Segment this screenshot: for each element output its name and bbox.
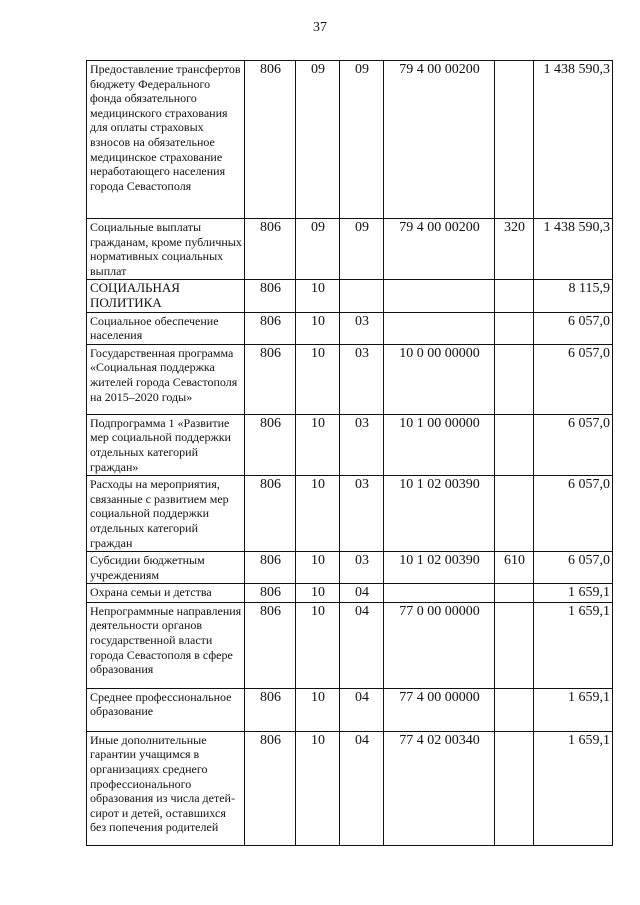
section-code: 10: [296, 731, 340, 845]
table-row: [87, 552, 613, 584]
ministry-code: 806: [245, 280, 296, 312]
table-row: [87, 414, 613, 475]
section-code: 10: [296, 688, 340, 731]
section-code: 10: [296, 344, 340, 414]
subsection-code: 04: [340, 731, 384, 845]
row-name: Предоставление трансфертов бюджету Федерального фонда обязательного медицинского страхования для оплаты страховых взносов на обязательное медицинское страхование неработающего населения города Севастополя: [87, 61, 245, 219]
table-row: [87, 731, 613, 845]
ministry-code: 806: [245, 344, 296, 414]
row-name: Непрограммные направления деятельности органов государственной власти города Севастополя в сфере образования: [87, 602, 245, 688]
ministry-code: 806: [245, 61, 296, 219]
subsection-code: 04: [340, 584, 384, 603]
target-code: 79 4 00 00200: [384, 61, 495, 219]
row-name: Охрана семьи и детства: [87, 584, 245, 603]
row-name: Социальные выплаты гражданам, кроме публичных нормативных социальных выплат: [87, 219, 245, 280]
section-code: 09: [296, 219, 340, 280]
ministry-code: 806: [245, 584, 296, 603]
subsection-code: 03: [340, 476, 384, 552]
ministry-code: 806: [245, 731, 296, 845]
amount: 1 438 590,3: [534, 61, 613, 219]
amount: 6 057,0: [534, 476, 613, 552]
table-row: [87, 602, 613, 688]
amount: 1 659,1: [534, 584, 613, 603]
section-code: 10: [296, 312, 340, 344]
amount: 6 057,0: [534, 344, 613, 414]
expense-type-code: [495, 280, 534, 312]
ministry-code: 806: [245, 552, 296, 584]
subsection-code: 03: [340, 312, 384, 344]
target-code: 10 1 02 00390: [384, 552, 495, 584]
section-code: 10: [296, 280, 340, 312]
row-name: Субсидии бюджетным учреждениям: [87, 552, 245, 584]
section-code: 10: [296, 584, 340, 603]
section-code: 10: [296, 414, 340, 475]
amount: 6 057,0: [534, 414, 613, 475]
ministry-code: 806: [245, 602, 296, 688]
target-code: [384, 584, 495, 603]
subsection-code: 09: [340, 219, 384, 280]
table-row: [87, 312, 613, 344]
row-name: Расходы на мероприятия, связанные с развитием мер социальной поддержки отдельных категорий граждан: [87, 476, 245, 552]
ministry-code: 806: [245, 219, 296, 280]
expense-type-code: 610: [495, 552, 534, 584]
table-row: [87, 280, 613, 312]
amount: 8 115,9: [534, 280, 613, 312]
expense-type-code: [495, 61, 534, 219]
row-name: Среднее профессиональное образование: [87, 688, 245, 731]
target-code: 10 0 00 00000: [384, 344, 495, 414]
amount: 1 438 590,3: [534, 219, 613, 280]
ministry-code: 806: [245, 414, 296, 475]
table-row: [87, 688, 613, 731]
expense-type-code: [495, 476, 534, 552]
target-code: [384, 312, 495, 344]
section-code: 10: [296, 552, 340, 584]
amount: 6 057,0: [534, 312, 613, 344]
target-code: [384, 280, 495, 312]
target-code: 77 4 00 00000: [384, 688, 495, 731]
budget-table: [86, 60, 613, 846]
section-code: 10: [296, 602, 340, 688]
expense-type-code: [495, 731, 534, 845]
page-number: 37: [313, 20, 327, 35]
target-code: 10 1 02 00390: [384, 476, 495, 552]
amount: 1 659,1: [534, 731, 613, 845]
subsection-code: 04: [340, 688, 384, 731]
row-name: Государственная программа «Социальная поддержка жителей города Севастополя на 2015–2020 годы»: [87, 344, 245, 414]
table-row: [87, 584, 613, 603]
target-code: 77 4 02 00340: [384, 731, 495, 845]
section-code: 09: [296, 61, 340, 219]
amount: 1 659,1: [534, 602, 613, 688]
target-code: 10 1 00 00000: [384, 414, 495, 475]
table-row: [87, 344, 613, 414]
amount: 6 057,0: [534, 552, 613, 584]
target-code: 77 0 00 00000: [384, 602, 495, 688]
subsection-code: 03: [340, 414, 384, 475]
expense-type-code: [495, 602, 534, 688]
row-name: Подпрограмма 1 «Развитие мер социальной поддержки отдельных категорий граждан»: [87, 414, 245, 475]
expense-type-code: 320: [495, 219, 534, 280]
section-code: 10: [296, 476, 340, 552]
expense-type-code: [495, 584, 534, 603]
ministry-code: 806: [245, 476, 296, 552]
ministry-code: 806: [245, 312, 296, 344]
subsection-code: 09: [340, 61, 384, 219]
expense-type-code: [495, 344, 534, 414]
subsection-code: 03: [340, 552, 384, 584]
table-row: [87, 61, 613, 219]
subsection-code: 03: [340, 344, 384, 414]
subsection-code: [340, 280, 384, 312]
expense-type-code: [495, 312, 534, 344]
row-name: Социальное обеспечение населения: [87, 312, 245, 344]
amount: 1 659,1: [534, 688, 613, 731]
expense-type-code: [495, 688, 534, 731]
subsection-code: 04: [340, 602, 384, 688]
target-code: 79 4 00 00200: [384, 219, 495, 280]
row-name: Иные дополнительные гарантии учащимся в организациях среднего профессионального образования из числа детей-сирот и детей, оставшихся без попечения родителей: [87, 731, 245, 845]
table-row: [87, 219, 613, 280]
row-name: СОЦИАЛЬНАЯ ПОЛИТИКА: [87, 280, 245, 312]
table-row: [87, 476, 613, 552]
expense-type-code: [495, 414, 534, 475]
ministry-code: 806: [245, 688, 296, 731]
